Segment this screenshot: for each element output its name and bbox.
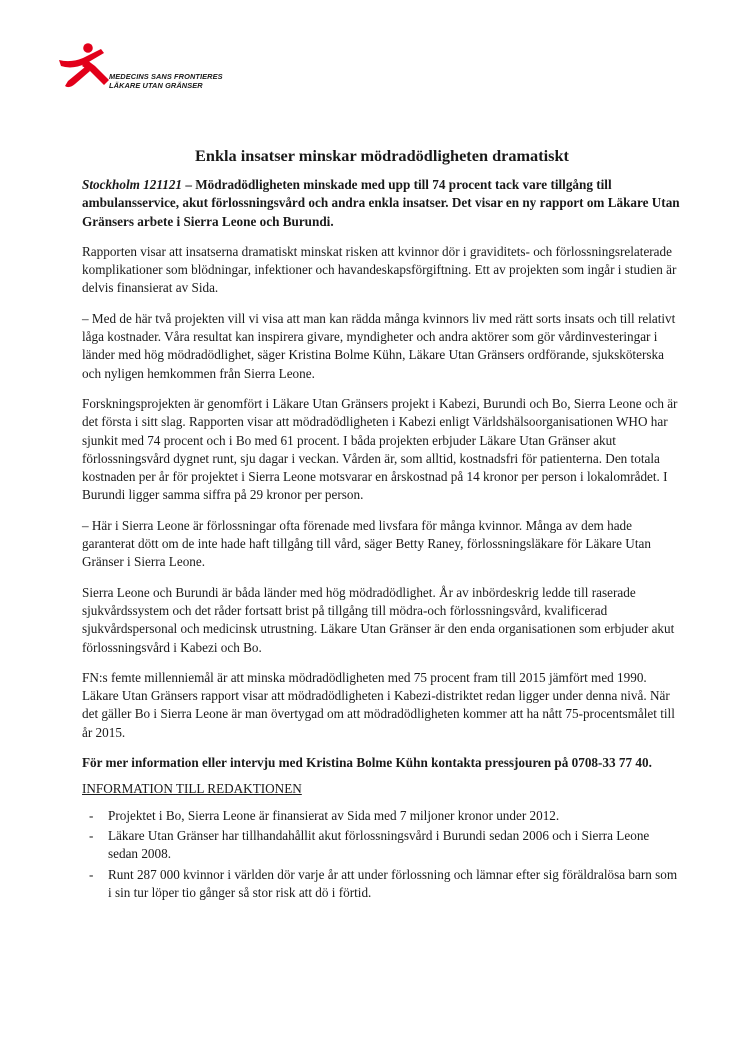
- lead-text: – Mödradödligheten minskade med upp till 74 procent tack vare tillgång till ambulansservice, akut förlossningsvård och andra enkla insatser. Det visar en ny rapport om Läkare Utan Gränsers arbete i Sierra Leone och Burundi.: [82, 177, 680, 229]
- list-item: [82, 827, 682, 864]
- list-dash: -: [89, 827, 94, 843]
- logo-line-2: LÄKARE UTAN GRÄNSER: [109, 80, 203, 90]
- body-paragraph-1: Rapporten visar att insatserna dramatiskt minskat risken att kvinnor dör i graviditets- och förlossningsrelaterade komplikationer som blödningar, infektioner och havandeskapsförgiftning. Ett av projekten som ingår i studien är delvis finansierat av Sida.: [82, 243, 677, 296]
- contact-info: För mer information eller intervju med Kristina Bolme Kühn kontakta pressjouren på 0708-33 77 40.: [82, 755, 652, 771]
- list-dash: -: [89, 807, 94, 823]
- body-paragraph-5: Sierra Leone och Burundi är båda länder med hög mödradödlighet. År av inbördeskrig ledde till raserade sjukvårdssystem och det råder fortsatt brist på tillgång till mödra-och förlossningsvård, kvalificerad sjukvårdspersonal och medicinsk utrustning. Läkare Utan Gränser är den enda organisationen som erbjuder akut förlossningsvård i Kabezi och Bo.: [82, 584, 675, 655]
- body-paragraph-3: Forskningsprojekten är genomfört i Läkare Utan Gränsers projekt i Kabezi, Burundi och Bo, Sierra Leone och är det första i sitt slag. Rapporten visar att mödradödligheten i Kabezi enligt Världshälsoorganisationen WHO har sjunkit med 74 procent och i Bo med 61 procent. I båda projekten erbjuder Läkare Utan Gränser akut förlossningsvård dygnet runt, sju dagar i veckan. Vården är, som alltid, kostnadsfri för patienterna. Den totala kostnaden per år för projektet i Sierra Leone motsvarar en årskostnad på 14 kronor per person i lokalområdet. I Burundi ligger samma siffra på 29 kronor per person.: [82, 395, 678, 503]
- list-item: [82, 866, 682, 903]
- list-item-text: Projektet i Bo, Sierra Leone är finansierat av Sida med 7 miljoner kronor under 2012.: [108, 807, 560, 823]
- list-item-text: Läkare Utan Gränser har tillhandahållit akut förlossningsvård i Burundi sedan 2006 och i Sierra Leone sedan 2008.: [108, 827, 650, 862]
- list-item: [82, 807, 682, 825]
- list-item-text: Runt 287 000 kvinnor i världen dör varje år att under förlossning och lämnar efter sig föräldralösa barn som i sin tur löper tio gånger så stor risk att dö i förtid.: [108, 866, 678, 900]
- logo-line-1: MEDECINS SANS FRONTIERES: [109, 72, 223, 81]
- msf-logo: [57, 40, 247, 100]
- dateline: Stockholm 121121: [82, 177, 183, 192]
- msf-running-man-icon: [57, 40, 117, 92]
- editor-notes-list: [82, 807, 682, 902]
- press-release: [82, 146, 682, 904]
- editor-info-heading: INFORMATION TILL REDAKTIONEN: [82, 781, 302, 797]
- page-title: Enkla insatser minskar mödradödligheten dramatiskt: [195, 146, 569, 165]
- body-paragraph-6: FN:s femte millenniemål är att minska mödradödligheten med 75 procent fram till 2015 jämfört med 1990. Läkare Utan Gränsers rapport visar att mödradödligheten i Kabezi-distriktet redan ligger under denna nivå. När det gäller Bo i Sierra Leone är man övertygad om att mödradödligheten kommer att ha nått 75-procentsmålet till år 2015.: [82, 669, 675, 740]
- body-paragraph-4: – Här i Sierra Leone är förlossningar ofta förenade med livsfara för många kvinnor. Många av dem hade garanterat dött om de inte hade haft tillgång till vård, säger Betty Raney, förlossningsläkare för Läkare Utan Gränser i Sierra Leone.: [82, 517, 651, 570]
- body-paragraph-2: – Med de här två projekten vill vi visa att man kan rädda många kvinnors liv med rätt sorts insats och till relativt låga kostnader. Våra resultat kan inspirera givare, myndigheter och andra aktörer som gör vårdinvesteringar i länder med hög mödradödlighet, säger Kristina Bolme Kühn, Läkare Utan Gränsers ordförande, sjuksköterska och nyligen hemkommen från Sierra Leone.: [82, 310, 676, 381]
- list-dash: -: [89, 866, 94, 882]
- lead-paragraph: [82, 176, 682, 231]
